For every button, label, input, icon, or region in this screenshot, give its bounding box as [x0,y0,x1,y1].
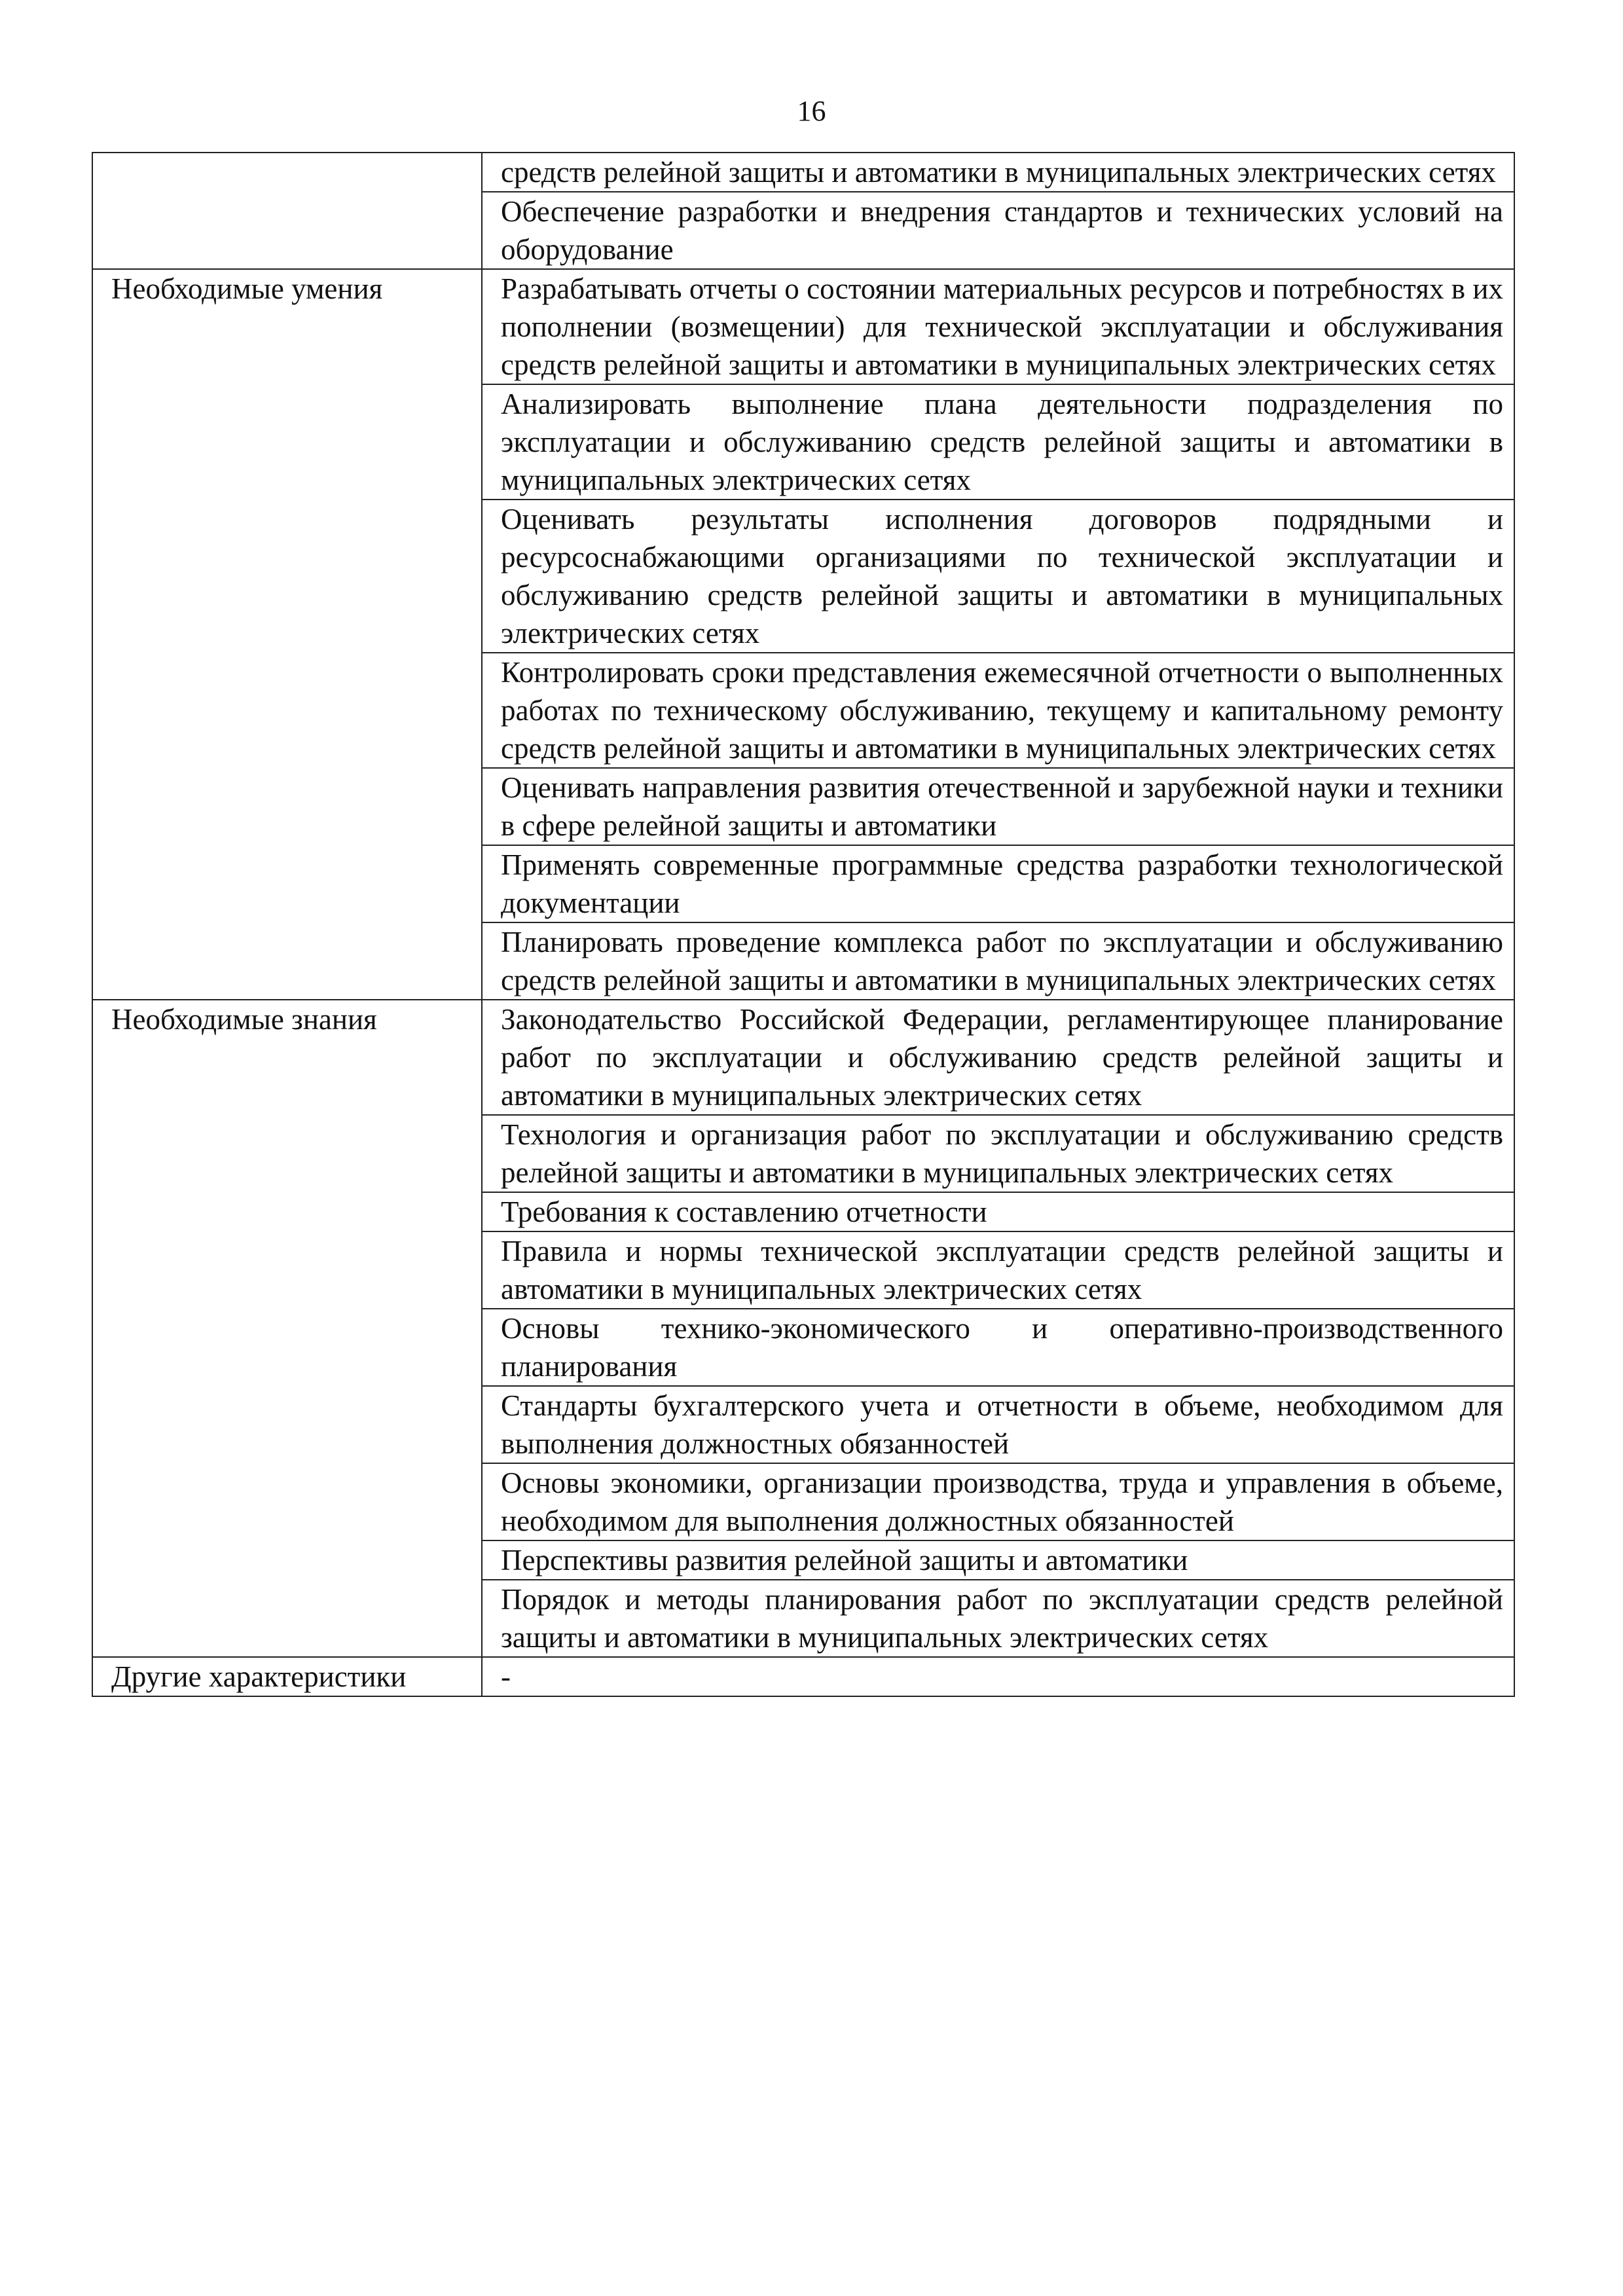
requirement-text: Контролировать сроки представления ежемесячной отчетности о выполненных работах по техническому обслуживанию, текущему и капитальному ремонту средств релейной защиты и автоматики в муниципальных электрических сетях [482,653,1514,768]
section-label-empty [92,153,482,269]
requirement-text: Основы технико-экономического и оперативно-производственного планирования [482,1309,1514,1386]
requirement-text: Анализировать выполнение плана деятельности подразделения по эксплуатации и обслуживанию средств релейной защиты и автоматики в муниципальных электрических сетях [482,384,1514,500]
requirement-text: Законодательство Российской Федерации, регламентирующее планирование работ по эксплуатации и обслуживанию средств релейной защиты и автоматики в муниципальных электрических сетях [482,1000,1514,1115]
requirement-text: Разрабатывать отчеты о состоянии материальных ресурсов и потребностях в их пополнении (возмещении) для технической эксплуатации и обслуживания средств релейной защиты и автоматики в муниципальных электрических сетях [482,269,1514,384]
requirement-text: Технология и организация работ по эксплуатации и обслуживанию средств релейной защиты и автоматики в муниципальных электрических сетях [482,1115,1514,1192]
qualification-table-body [92,153,1514,1696]
requirement-text: Порядок и методы планирования работ по эксплуатации средств релейной защиты и автоматики в муниципальных электрических сетях [482,1580,1514,1657]
requirement-text: Применять современные программные средства разработки технологической документации [482,845,1514,922]
requirement-text: средств релейной защиты и автоматики в муниципальных электрических сетях [482,153,1514,192]
table-row [92,153,1514,192]
requirement-text: Стандарты бухгалтерского учета и отчетности в объеме, необходимом для выполнения должностных обязанностей [482,1386,1514,1463]
requirement-text: Оценивать направления развития отечественной и зарубежной науки и техники в сфере релейной защиты и автоматики [482,768,1514,845]
requirement-text: Обеспечение разработки и внедрения стандартов и технических условий на оборудование [482,192,1514,269]
requirement-text: Правила и нормы технической эксплуатации средств релейной защиты и автоматики в муниципальных электрических сетях [482,1231,1514,1309]
section-label: Необходимые знания [92,1000,482,1657]
table-row [92,269,1514,384]
requirement-text: Требования к составлению отчетности [482,1192,1514,1231]
qualification-table [92,152,1515,1697]
requirement-text: Основы экономики, организации производства, труда и управления в объеме, необходимом для выполнения должностных обязанностей [482,1463,1514,1540]
table-row [92,1657,1514,1696]
page-number: 16 [797,95,826,127]
table-row [92,1000,1514,1115]
section-label: Необходимые умения [92,269,482,1000]
requirement-text: Оценивать результаты исполнения договоров подрядными и ресурсоснабжающими организациями по технической эксплуатации и обслуживанию средств релейной защиты и автоматики в муниципальных электрических сетях [482,500,1514,653]
section-label: Другие характеристики [92,1657,482,1696]
requirement-text: - [482,1657,1514,1696]
requirement-text: Перспективы развития релейной защиты и автоматики [482,1540,1514,1580]
requirement-text: Планировать проведение комплекса работ по эксплуатации и обслуживанию средств релейной защиты и автоматики в муниципальных электрических сетях [482,922,1514,1000]
